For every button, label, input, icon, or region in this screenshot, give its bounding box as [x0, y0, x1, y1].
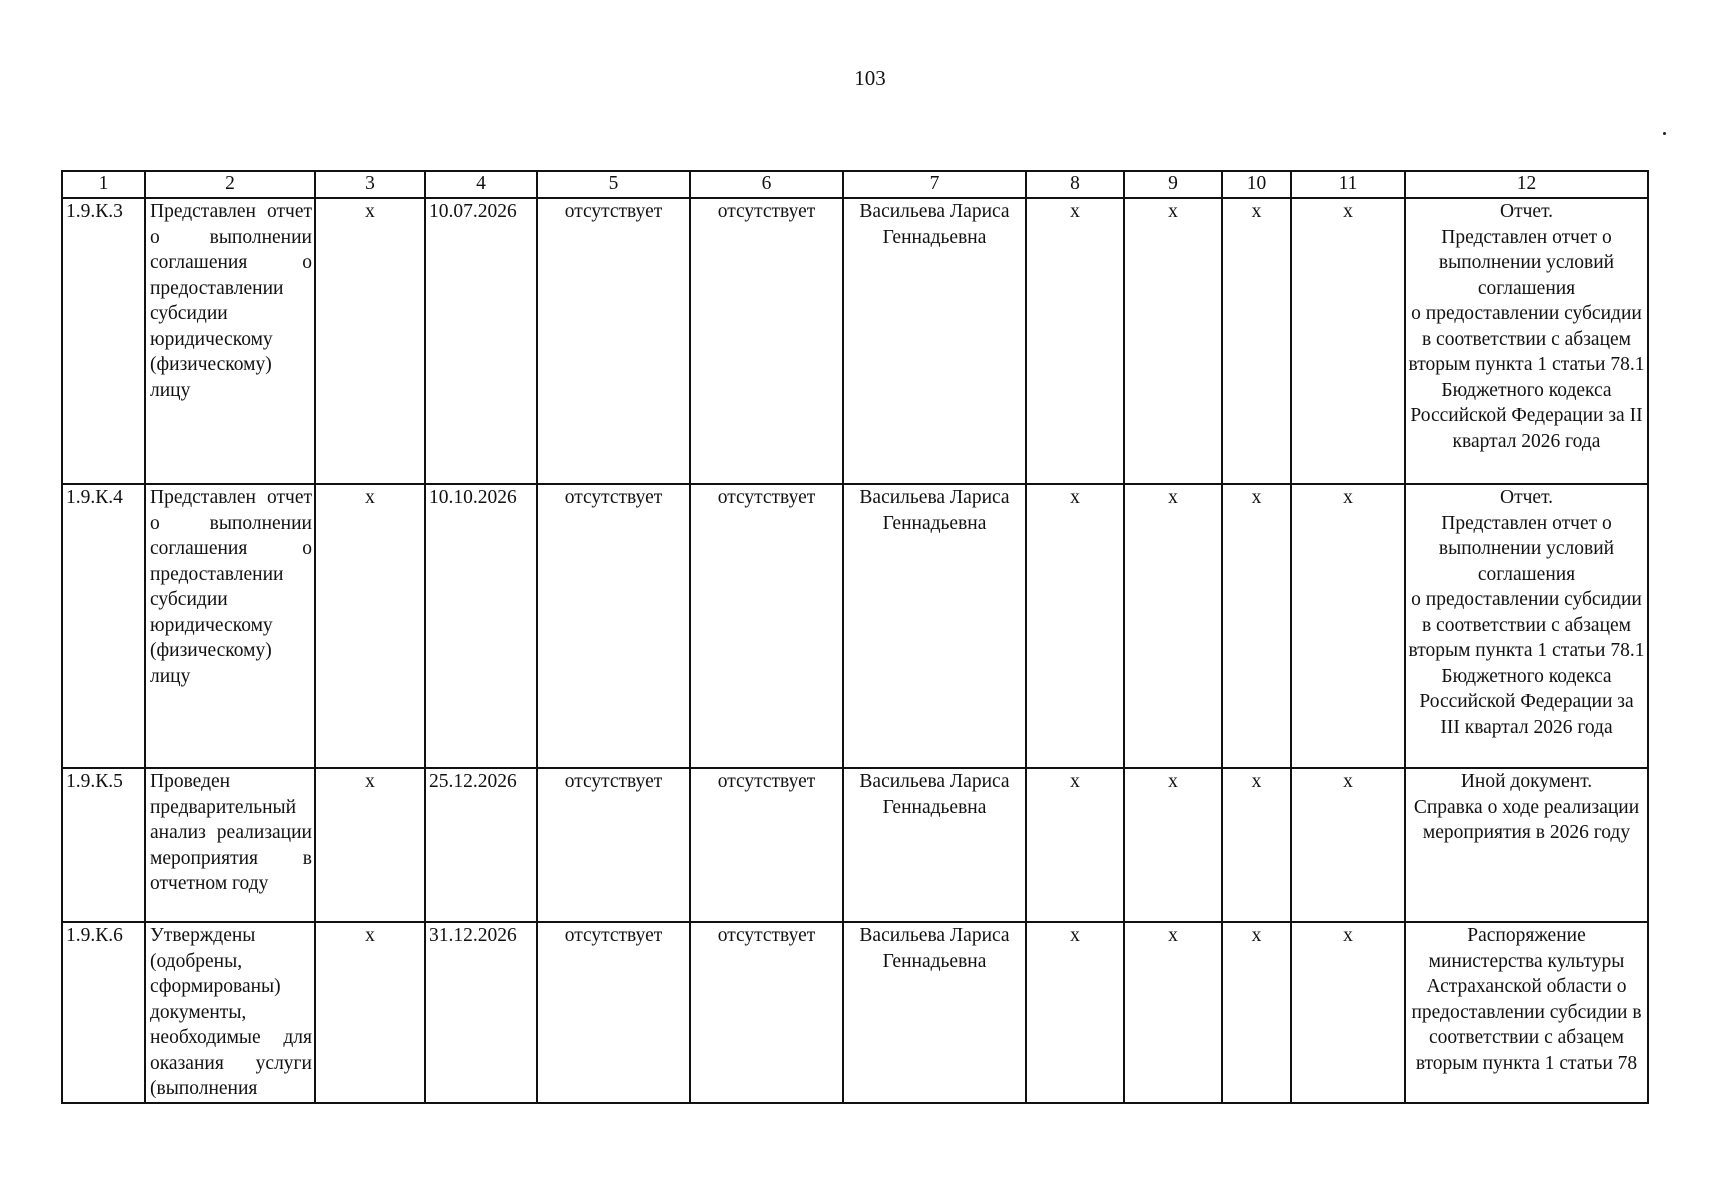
cell-x: x [1291, 484, 1405, 768]
cell-x: x [1026, 198, 1124, 484]
stray-dot [1663, 132, 1666, 135]
row-responsible: Васильева Лариса Геннадьевна [843, 768, 1026, 922]
cell-x: x [1026, 768, 1124, 922]
cell-x: x [1222, 484, 1291, 768]
cell-absent: отсутствует [537, 922, 690, 1103]
result-line: Иной документ. [1460, 771, 1593, 792]
result-line: Представлен отчет о выполнении условий соглашения [1438, 226, 1615, 299]
row-date: 25.12.2026 [425, 768, 537, 922]
cell-absent: отсутствует [690, 768, 843, 922]
plan-table [61, 170, 1649, 1104]
column-header: 8 [1026, 171, 1124, 198]
cell-x: x [1124, 198, 1222, 484]
row-date: 10.07.2026 [425, 198, 537, 484]
cell-absent: отсутствует [537, 768, 690, 922]
row-id: 1.9.К.4 [62, 484, 145, 768]
table-row [62, 484, 1648, 768]
cell-x: x [1291, 768, 1405, 922]
cell-x: x [315, 484, 425, 768]
row-result [1405, 198, 1648, 484]
column-header: 7 [843, 171, 1026, 198]
column-header: 12 [1405, 171, 1648, 198]
column-header: 9 [1124, 171, 1222, 198]
row-responsible: Васильева Лариса Геннадьевна [843, 922, 1026, 1103]
column-header: 1 [62, 171, 145, 198]
column-header: 10 [1222, 171, 1291, 198]
column-header: 11 [1291, 171, 1405, 198]
table-row [62, 768, 1648, 922]
cell-x: x [1222, 768, 1291, 922]
cell-x: x [1291, 922, 1405, 1103]
row-result [1405, 484, 1648, 768]
row-id: 1.9.К.6 [62, 922, 145, 1103]
column-header: 4 [425, 171, 537, 198]
cell-x: x [1222, 922, 1291, 1103]
row-result [1405, 922, 1648, 1103]
column-header: 3 [315, 171, 425, 198]
cell-x: x [1026, 922, 1124, 1103]
result-line: о предоставлении субсидии в соответствии с абзацем вторым пункта 1 статьи 78.1 Бюджетного кодекса Российской Федерации за III квартал 2026 года [1408, 589, 1645, 738]
page-number: 103 [854, 66, 886, 90]
cell-x: x [1124, 484, 1222, 768]
row-description: Проведен предварительный анализ реализации мероприятия в отчетном году [145, 768, 315, 922]
row-description: Представлен отчет о выполнении соглашения о предоставлении субсидии юридическому (физическому) лицу [145, 198, 315, 484]
column-header: 6 [690, 171, 843, 198]
cell-absent: отсутствует [690, 484, 843, 768]
cell-x: x [1291, 198, 1405, 484]
column-header: 2 [145, 171, 315, 198]
result-line: о предоставлении субсидии в соответствии с абзацем вторым пункта 1 статьи 78.1 Бюджетного кодекса Российской Федерации за II квартал 2026 года [1408, 303, 1645, 452]
column-header: 5 [537, 171, 690, 198]
row-id: 1.9.К.5 [62, 768, 145, 922]
row-description: Утверждены (одобрены, сформированы) документы, необходимые для оказания услуги (выполнения [145, 922, 315, 1103]
cell-x: x [1026, 484, 1124, 768]
cell-absent: отсутствует [537, 484, 690, 768]
row-description: Представлен отчет о выполнении соглашения о предоставлении субсидии юридическому (физическому) лицу [145, 484, 315, 768]
table-row [62, 922, 1648, 1103]
cell-x: x [315, 922, 425, 1103]
cell-absent: отсутствует [537, 198, 690, 484]
cell-x: x [1222, 198, 1291, 484]
result-line: Отчет. [1500, 487, 1553, 508]
cell-x: x [315, 768, 425, 922]
cell-x: x [1124, 922, 1222, 1103]
result-line: Представлен отчет о выполнении условий соглашения [1438, 512, 1615, 585]
cell-x: x [315, 198, 425, 484]
result-line: Распоряжение министерства культуры Астраханской области о предоставлении субсидии в соответствии с абзацем вторым пункта 1 статьи 78 [1411, 925, 1642, 1074]
cell-absent: отсутствует [690, 922, 843, 1103]
table-header-row [62, 171, 1648, 198]
row-responsible: Васильева Лариса Геннадьевна [843, 198, 1026, 484]
row-date: 10.10.2026 [425, 484, 537, 768]
result-line: Отчет. [1500, 201, 1553, 222]
row-id: 1.9.К.3 [62, 198, 145, 484]
row-responsible: Васильева Лариса Геннадьевна [843, 484, 1026, 768]
row-result [1405, 768, 1648, 922]
table-row [62, 198, 1648, 484]
result-line: Справка о ходе реализации мероприятия в 2026 году [1413, 796, 1640, 843]
cell-x: x [1124, 768, 1222, 922]
cell-absent: отсутствует [690, 198, 843, 484]
row-date: 31.12.2026 [425, 922, 537, 1103]
